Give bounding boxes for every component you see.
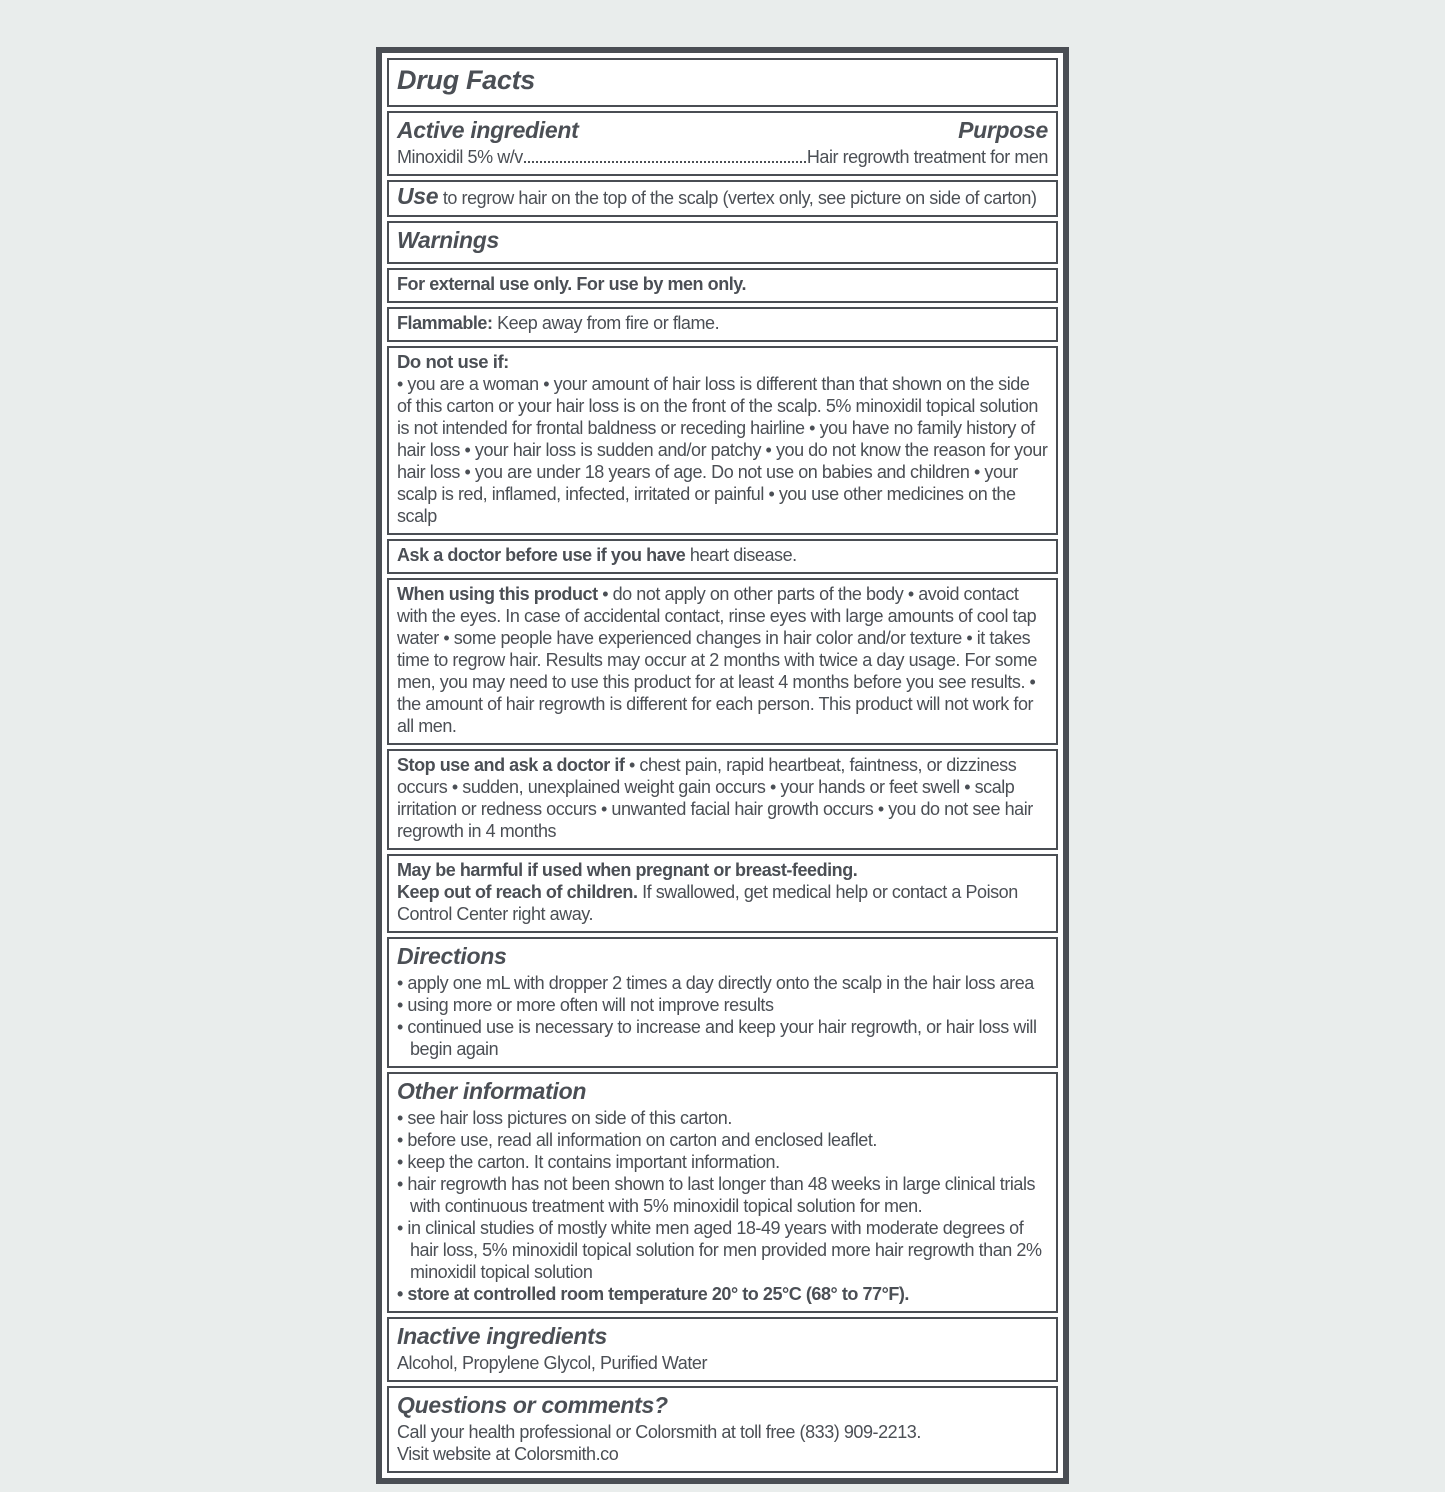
section-active-ingredient [387,111,1058,176]
drug-facts-title: Drug Facts [397,65,536,95]
section-pregnancy-warning [387,854,1058,933]
section-warnings-header [387,221,1058,264]
section-other-information [387,1072,1058,1313]
section-use [387,180,1058,217]
do-not-use-lead: Do not use if: [397,351,509,372]
section-external-use [387,268,1058,303]
directions-list [397,972,1048,1060]
do-not-use-body: • you are a woman • your amount of hair loss is different than that shown on the side of this carton or your hair loss is on the front of the scalp. 5% minoxidil topical solution is not intended for frontal baldness or receding hairline • you have no family history of hair loss • your hair loss is sudden and/or patchy • you do not know the reason for your hair loss • you are under 18 years of age. Do not use on babies and children • your scalp is red, inflamed, infected, irritated or painful • you use other medicines on the scalp [397,374,1048,526]
questions-website-line: Visit website at Colorsmith.co [397,1444,619,1464]
inactive-ingredients-title: Inactive ingredients [397,1323,608,1349]
purpose-value: Hair regrowth treatment for men [806,147,1048,167]
pregnancy-bold: May be harmful if used when pregnant or breast-feeding. [397,860,858,880]
active-ingredient-heading: Active ingredient [397,117,579,143]
ask-doctor-paragraph [397,544,1048,566]
use-paragraph [397,185,1048,209]
other-information-list [397,1107,1048,1305]
questions-phone-line: Call your health professional or Colorsmith at toll free (833) 909-2213. [397,1422,921,1442]
stop-use-body: • chest pain, rapid heartbeat, faintness, or dizziness occurs • sudden, unexplained weight gain occurs • your hands or feet swell • scalp irritation or redness occurs • unwanted facial hair growth occurs • you do not see hair regrowth in 4 months [397,755,1033,841]
other-information-item: • see hair loss pictures on side of this carton. [397,1108,732,1128]
keep-out-lead: Keep out of reach of children. [397,882,638,902]
directions-title: Directions [397,943,507,969]
directions-item: • continued use is necessary to increase and keep your hair regrowth, or hair loss will begin again [397,1017,1037,1059]
stop-use-paragraph [397,754,1048,842]
section-flammable [387,307,1058,342]
keep-out-body: If swallowed, get medical help or contact a Poison Control Center right away. [397,882,1018,924]
other-information-item: • in clinical studies of mostly white men aged 18-49 years with moderate degrees of hair loss, 5% minoxidil topical solution for men provided more hair regrowth than 2% minoxidil topical solution [397,1218,1042,1282]
section-when-using [387,578,1058,745]
external-use-text: For external use only. For use by men only. [397,274,747,294]
section-ask-doctor [387,539,1058,574]
section-directions [387,937,1058,1068]
dotted-leader [524,161,806,163]
other-information-title: Other information [397,1078,587,1104]
when-using-paragraph [397,583,1048,737]
drug-facts-label [376,47,1069,1484]
other-information-item: • before use, read all information on carton and enclosed leaflet. [397,1130,877,1150]
storage-instruction: • store at controlled room temperature 20° to 25°C (68° to 77°F). [397,1284,909,1304]
section-questions [387,1386,1058,1473]
ask-doctor-body: heart disease. [689,545,797,565]
ask-doctor-lead: Ask a doctor before use if you have [397,545,686,565]
section-inactive-ingredients [387,1317,1058,1382]
section-drug-facts-title [387,58,1058,107]
inactive-ingredients-list: Alcohol, Propylene Glycol, Purified Water [397,1353,708,1373]
use-lead: Use [397,183,439,209]
flammable-lead: Flammable: [397,313,493,333]
section-stop-use [387,749,1058,850]
other-information-item: • hair regrowth has not been shown to last longer than 48 weeks in large clinical trials with continuous treatment with 5% minoxidil topical solution for men. [397,1174,1036,1216]
active-ingredient-header-row [397,116,1048,146]
ingredient-purpose-row [397,146,1048,168]
directions-item: • using more or more often will not improve results [397,995,774,1015]
other-information-item: • keep the carton. It contains important information. [397,1152,780,1172]
when-using-lead: When using this product [397,584,598,604]
section-do-not-use [387,346,1058,535]
when-using-body: • do not apply on other parts of the body • avoid contact with the eyes. In case of accidental contact, rinse eyes with large amounts of cool tap water • some people have experienced changes in hair color and/or texture • it takes time to regrow hair. Results may occur at 2 months with twice a day usage. For some men, you may need to use this product for at least 4 months before you see results. • the amount of hair regrowth is different for each person. This product will not work for all men. [397,584,1037,736]
use-body: to regrow hair on the top of the scalp (vertex only, see picture on side of carton) [442,188,1037,208]
do-not-use-paragraph [397,351,1048,527]
flammable-paragraph [397,312,1048,334]
stop-use-lead: Stop use and ask a doctor if [397,755,625,775]
flammable-body: Keep away from fire or flame. [497,313,720,333]
pregnancy-line [397,859,1048,881]
page-background [0,47,1445,1492]
purpose-heading: Purpose [958,117,1048,143]
ingredient-name: Minoxidil 5% w/v [397,147,523,167]
directions-item: • apply one mL with dropper 2 times a day directly onto the scalp in the hair loss area [397,973,1034,993]
warnings-title: Warnings [397,227,499,253]
keep-out-of-reach-line [397,881,1048,925]
questions-title: Questions or comments? [397,1392,668,1418]
